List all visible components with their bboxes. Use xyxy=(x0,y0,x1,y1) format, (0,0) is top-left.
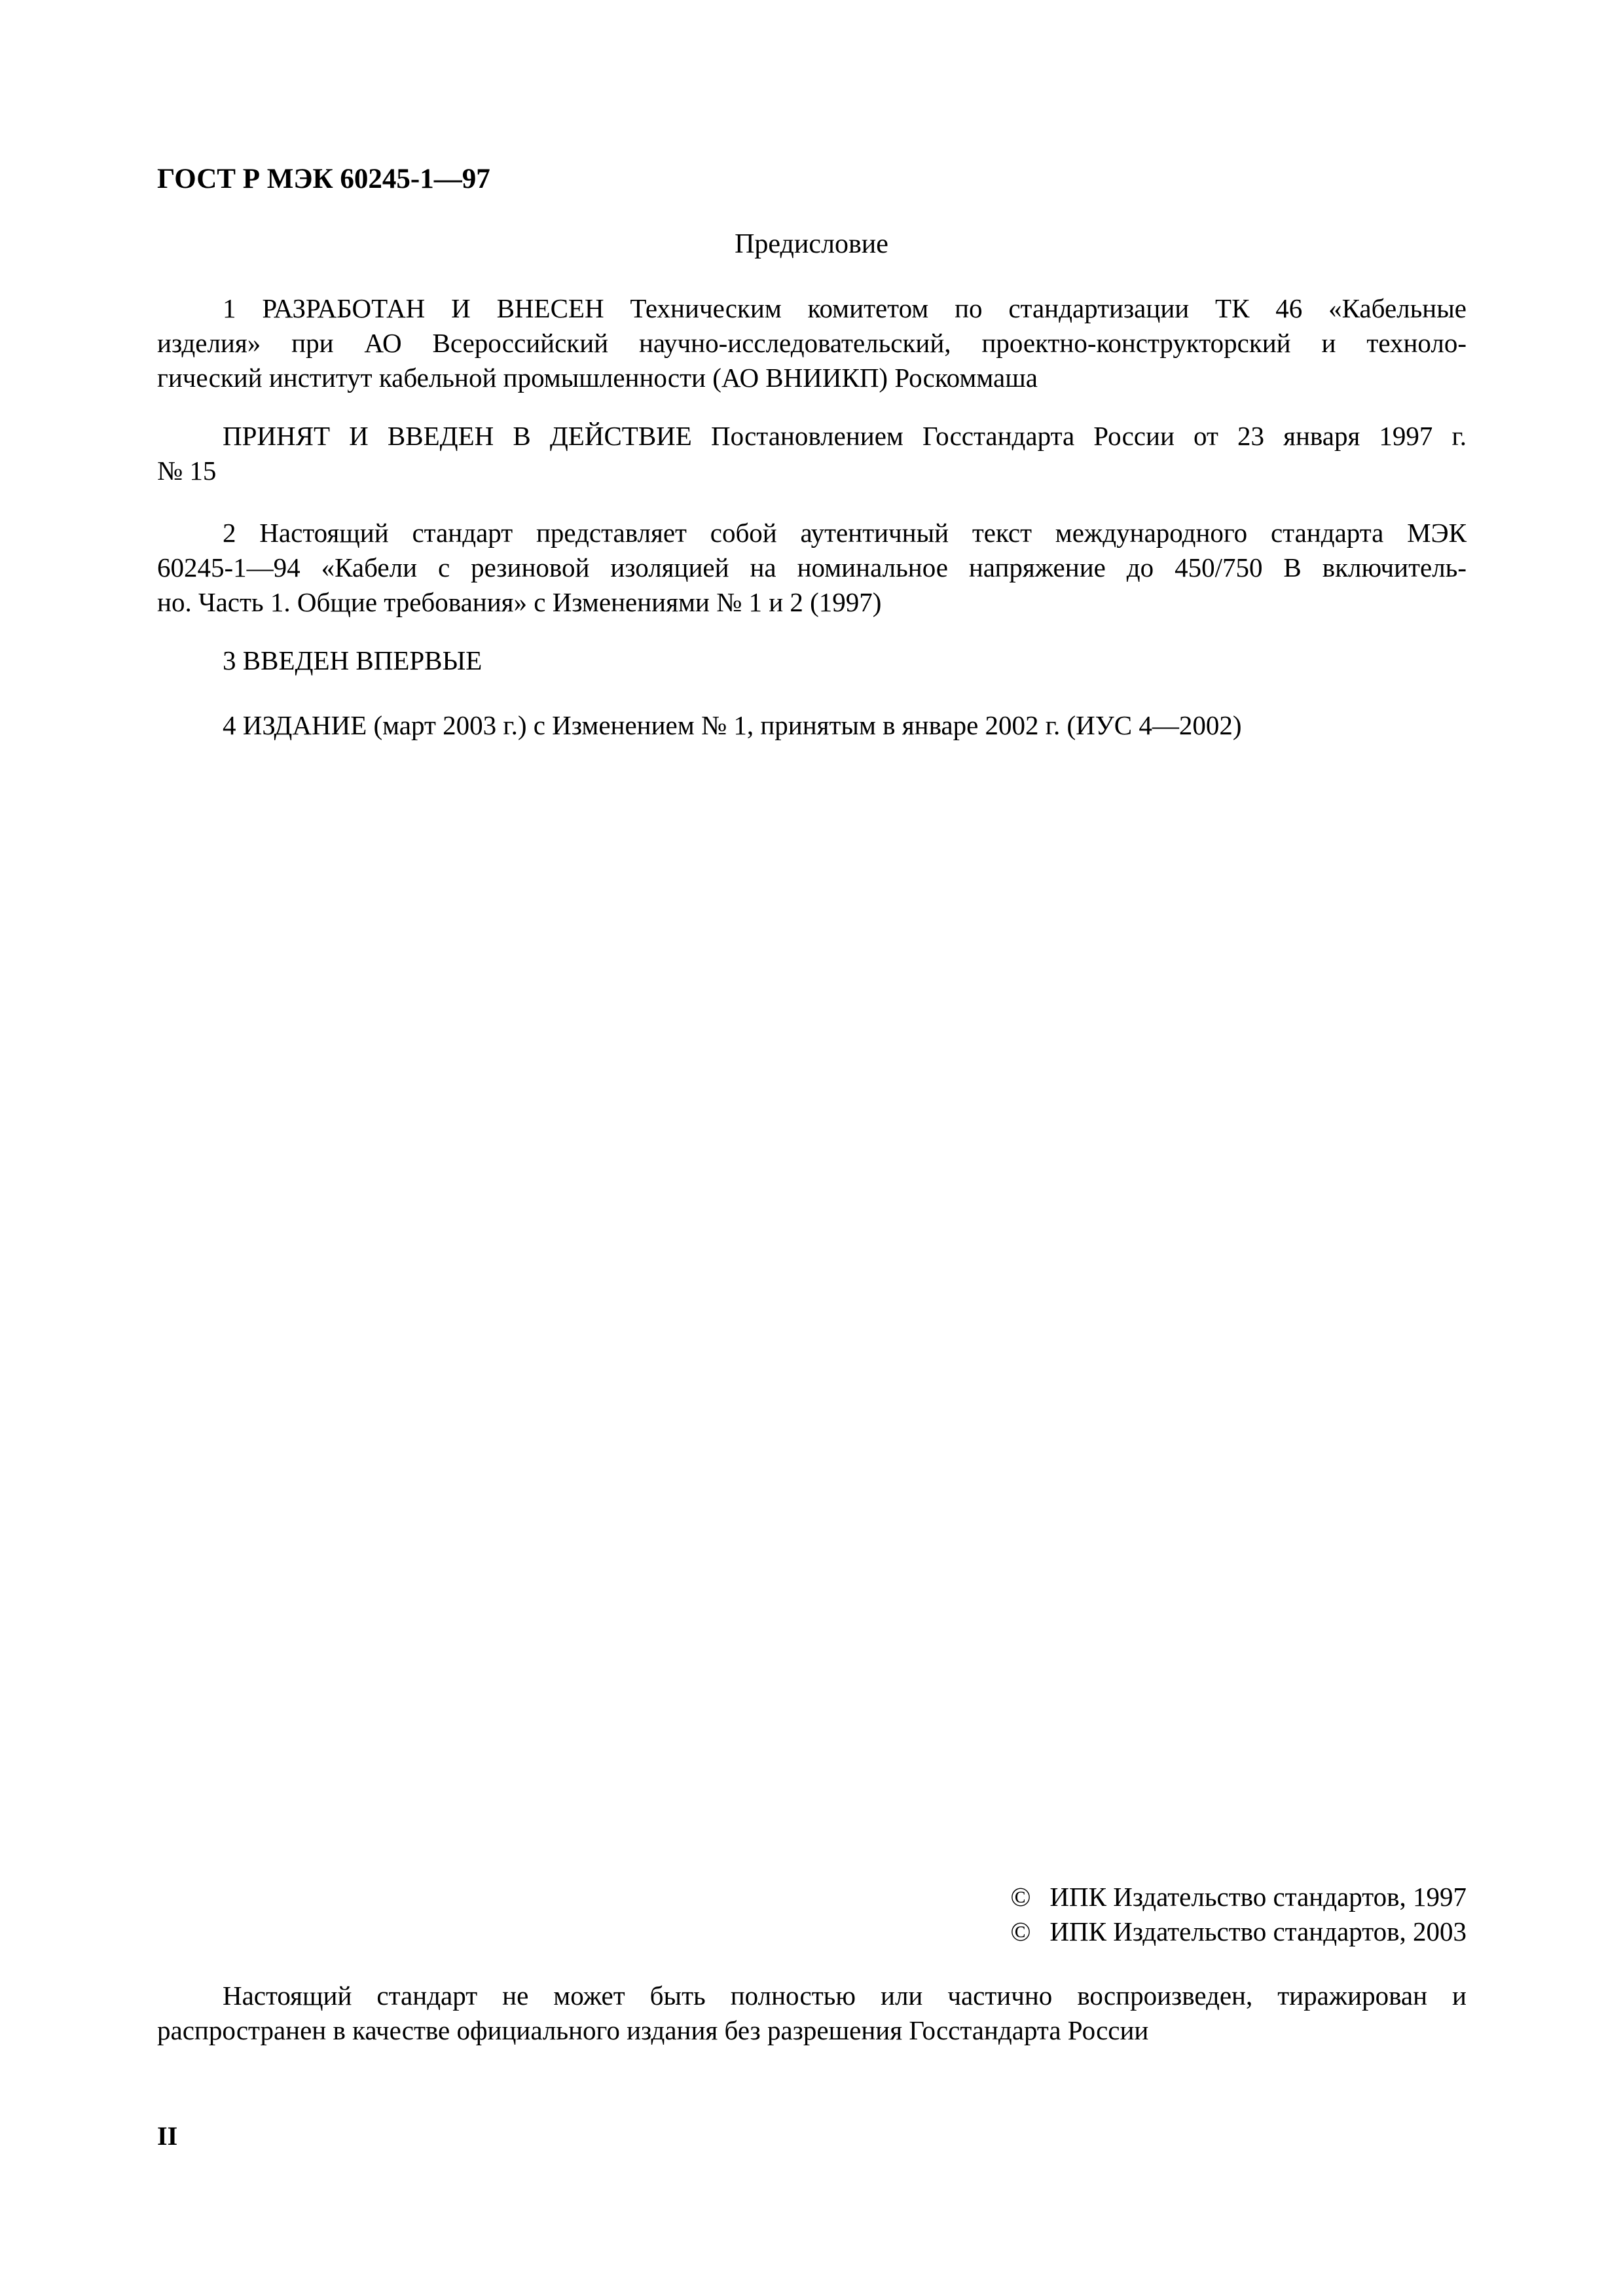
paragraph-authentic-text xyxy=(157,516,1467,620)
paragraph-developed-by xyxy=(157,291,1467,395)
paragraph-first-introduced: 3 ВВЕДЕН ВПЕРВЫЕ xyxy=(223,645,483,675)
reproduction-notice xyxy=(157,1979,1467,2048)
paragraph-line: изделия» при АО Всероссийский научно-исследовательский, проектно-конструкторский и техноло- xyxy=(157,328,1467,358)
paragraph-line: но. Часть 1. Общие требования» с Изменениями № 1 и 2 (1997) xyxy=(157,587,882,617)
paragraph-line: 60245-1—94 «Кабели с резиновой изоляцией на номинальное напряжение до 450/750 В включитель- xyxy=(157,552,1467,583)
notice-line: распространен в качестве официального издания без разрешения Госстандарта России xyxy=(157,2015,1149,2045)
paragraph-line: № 15 xyxy=(157,456,217,486)
copyright-symbol: © xyxy=(1010,1916,1031,1946)
copyright-line-1997 xyxy=(1010,1880,1467,1914)
paragraph-adopted xyxy=(157,419,1467,488)
document-code: ГОСТ Р МЭК 60245-1—97 xyxy=(157,164,490,194)
copyright-line-2003 xyxy=(1010,1914,1467,1949)
paragraph-line: ПРИНЯТ И ВВЕДЕН В ДЕЙСТВИЕ Постановлением Госстандарта России от 23 января 1997 г. xyxy=(223,421,1467,451)
copyright-symbol: © xyxy=(1010,1882,1031,1912)
paragraph-line: гический институт кабельной промышленности (АО ВНИИКП) Роскоммаша xyxy=(157,363,1038,393)
page-number: II xyxy=(157,2121,178,2151)
paragraph-line: 1 РАЗРАБОТАН И ВНЕСЕН Техническим комитетом по стандартизации ТК 46 «Кабельные xyxy=(223,293,1467,323)
copyright-text: ИПК Издательство стандартов, 1997 xyxy=(1049,1882,1467,1912)
notice-line: Настоящий стандарт не может быть полностью или частично воспроизведен, тиражирован и xyxy=(223,1981,1467,2011)
paragraph-edition: 4 ИЗДАНИЕ (март 2003 г.) с Изменением № 1, принятым в январе 2002 г. (ИУС 4—2002) xyxy=(223,710,1242,740)
paragraph-line: 2 Настоящий стандарт представляет собой аутентичный текст международного стандарта МЭК xyxy=(223,518,1467,548)
section-title: Предисловие xyxy=(735,229,888,259)
copyright-text: ИПК Издательство стандартов, 2003 xyxy=(1049,1916,1467,1946)
